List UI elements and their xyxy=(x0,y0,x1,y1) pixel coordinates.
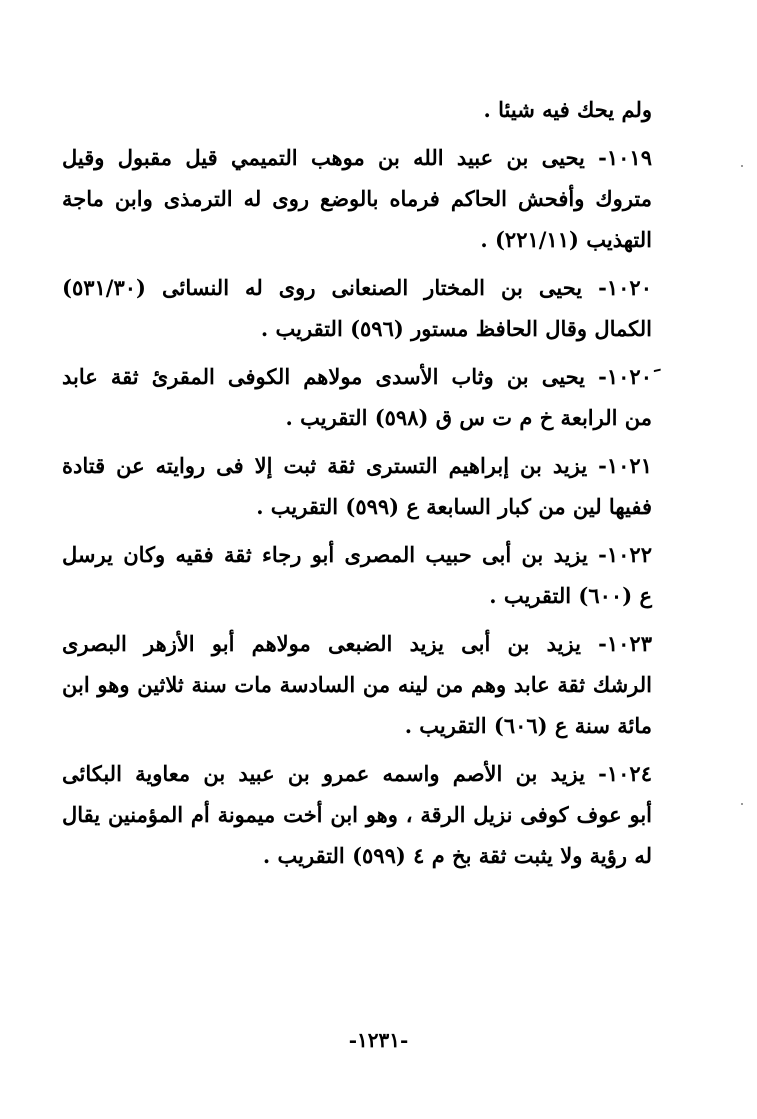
scan-speck xyxy=(741,165,743,167)
text-line: ع (٦٠٠) التقريب . xyxy=(489,583,652,608)
entry-1019 xyxy=(62,144,652,254)
text-line: ولم يحك فيه شيئا . xyxy=(483,97,652,122)
text-line: ففيها لين من كبار السابعة ع (٥٩٩) التقريب . xyxy=(256,494,652,519)
text-line: الرشك ثقة عابد وهم من لينه من السادسة مات سنة ثلاثين وهو ابن xyxy=(62,672,652,697)
text-line: الكمال وقال الحافظ مستور (٥٩٦) التقريب . xyxy=(260,316,652,341)
scan-speck xyxy=(741,803,743,805)
entry-1021 xyxy=(62,452,652,521)
entry-1023 xyxy=(62,630,652,740)
text-line: مائة سنة ع (٦٠٦) التقريب . xyxy=(404,713,652,738)
entry-1020-bis xyxy=(62,363,652,432)
text-line: ١٠٢٤- يزيد بن الأصم واسمه عمرو بن عبيد بن معاوية البكائى xyxy=(62,761,652,786)
entry-1020 xyxy=(62,274,652,343)
text-line: متروك وأفحش الحاكم فرماه بالوضع روى له الترمذى وابن ماجة xyxy=(62,186,652,211)
text-line: أبو عوف كوفى نزيل الرقة ، وهو ابن أخت ميمونة أم المؤمنين يقال xyxy=(62,802,652,827)
text-line: ١٠٢٠َ- يحيى بن وثاب الأسدى مولاهم الكوفى المقرئ ثقة عابد xyxy=(62,364,652,389)
document-body xyxy=(62,96,652,870)
text-line: التهذيب (٢٢١/١١) . xyxy=(480,227,652,252)
page-number: -١٢٣١- xyxy=(348,1028,409,1052)
entry-1022 xyxy=(62,541,652,610)
entry-1024 xyxy=(62,760,652,870)
text-line: ١٠٢٠- يحيى بن المختار الصنعانى روى له النسائى (٥٣١/٣٠) xyxy=(62,275,652,300)
text-line: ١٠٢١- يزيد بن إبراهيم التسترى ثقة ثبت إلا فى روايته عن قتادة xyxy=(62,453,652,478)
entry-continuation xyxy=(62,96,652,124)
text-line: له رؤية ولا يثبت ثقة بخ م ٤ (٥٩٩) التقريب . xyxy=(262,843,652,868)
text-line: ١٠١٩- يحيى بن عبيد الله بن موهب التميمي قيل مقبول وقيل xyxy=(62,145,652,170)
text-line: ١٠٢٣- يزيد بن أبى يزيد الضبعى مولاهم أبو الأزهر البصرى xyxy=(62,631,652,656)
text-line: ١٠٢٢- يزيد بن أبى حبيب المصرى أبو رجاء ثقة فقيه وكان يرسل xyxy=(62,542,652,567)
text-line: من الرابعة خ م ت س ق (٥٩٨) التقريب . xyxy=(285,405,652,430)
